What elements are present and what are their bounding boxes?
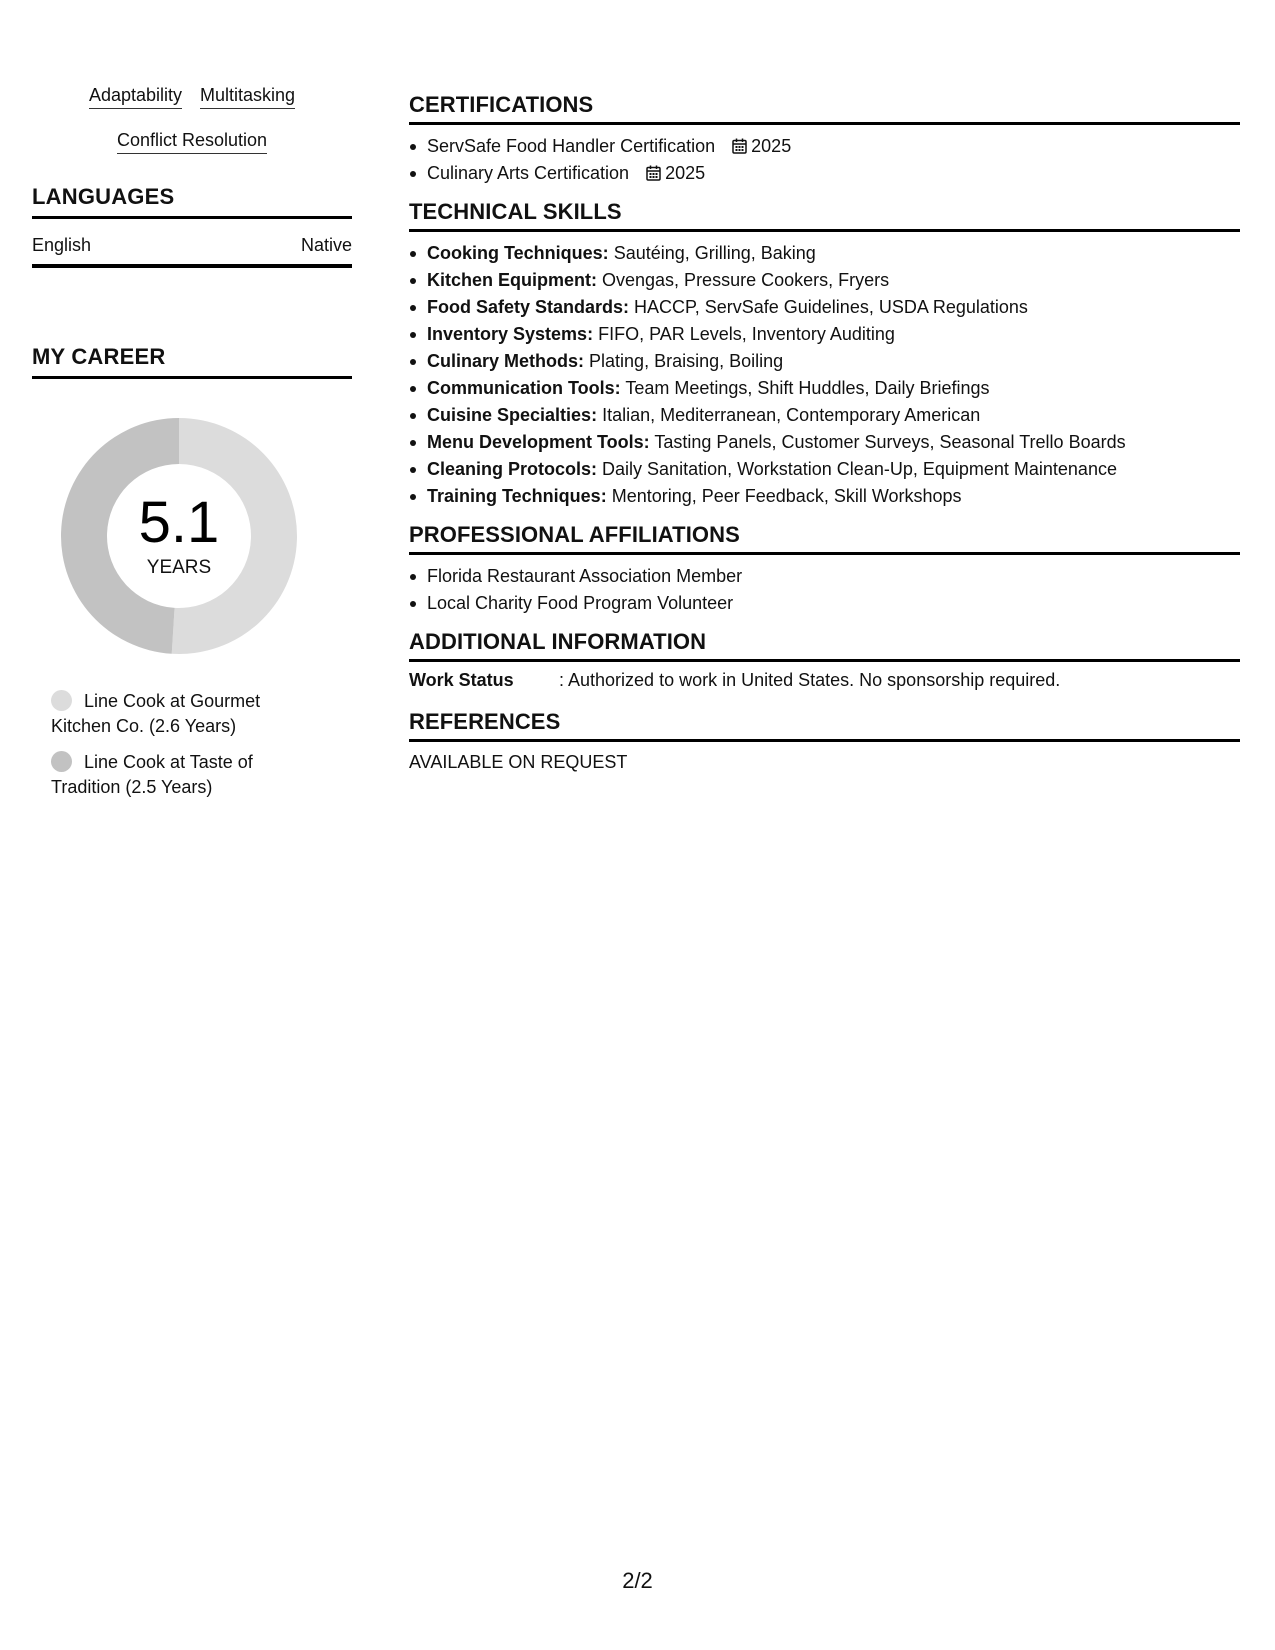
legend-item (51, 750, 291, 800)
donut-total-value: 5.1 (138, 490, 220, 555)
skill-values: Sautéing, Grilling, Baking (613, 243, 816, 263)
certification-name: Culinary Arts Certification (427, 163, 630, 183)
technical-skills-list (409, 240, 1240, 510)
skill-values: Tasting Panels, Customer Surveys, Seasonal Trello Boards (654, 432, 1126, 452)
technical-skill-item (409, 429, 1240, 456)
affiliation-item: Local Charity Food Program Volunteer (409, 590, 1240, 617)
references-section (409, 709, 1240, 773)
right-column (409, 92, 1240, 785)
legend-item (51, 689, 291, 739)
career-heading: MY CAREER (32, 344, 352, 379)
technical-skill-item (409, 483, 1240, 510)
certification-year: 2025 (665, 163, 706, 183)
career-donut-chart (54, 411, 304, 661)
affiliations-section (409, 522, 1240, 617)
additional-info-section (409, 629, 1240, 691)
skill-category: Training Techniques: (427, 486, 607, 506)
skill-category: Cuisine Specialties: (427, 405, 598, 425)
work-status-label: Work Status (409, 670, 514, 690)
language-level: Native (300, 235, 352, 255)
affiliations-heading: PROFESSIONAL AFFILIATIONS (409, 522, 1240, 555)
soft-skills-row-1 (32, 84, 352, 109)
language-row (32, 219, 352, 268)
skill-category: Inventory Systems: (427, 324, 594, 344)
skill-category: Culinary Methods: (427, 351, 585, 371)
skill-category: Kitchen Equipment: (427, 270, 597, 290)
skill-category: Menu Development Tools: (427, 432, 650, 452)
affiliations-list (409, 563, 1240, 617)
donut-unit-label: YEARS (146, 557, 212, 578)
left-column (32, 84, 352, 811)
skill-values: Ovengas, Pressure Cookers, Fryers (602, 270, 890, 290)
skill-category: Communication Tools: (427, 378, 621, 398)
calendar-icon (732, 138, 747, 154)
skill-values: FIFO, PAR Levels, Inventory Auditing (598, 324, 895, 344)
legend-dot (51, 751, 72, 772)
additional-info-heading: ADDITIONAL INFORMATION (409, 629, 1240, 662)
certification-year: 2025 (751, 136, 792, 156)
technical-skill-item (409, 294, 1240, 321)
soft-skill-tag: Adaptability (89, 84, 182, 109)
languages-section (32, 184, 352, 268)
skill-category: Cleaning Protocols: (427, 459, 598, 479)
technical-skill-item (409, 348, 1240, 375)
references-text: AVAILABLE ON REQUEST (409, 752, 628, 772)
career-section (32, 344, 352, 800)
work-status-row (409, 670, 1240, 691)
technical-skill-item (409, 375, 1240, 402)
technical-skill-item (409, 321, 1240, 348)
certifications-section (409, 92, 1240, 187)
legend-dot (51, 690, 72, 711)
skill-values: Daily Sanitation, Workstation Clean-Up, Equipment Maintenance (602, 459, 1117, 479)
technical-skill-item (409, 402, 1240, 429)
certifications-heading: CERTIFICATIONS (409, 92, 1240, 125)
certification-name: ServSafe Food Handler Certification (427, 136, 716, 156)
skill-category: Food Safety Standards: (427, 297, 630, 317)
soft-skills-row-2 (32, 129, 352, 154)
work-status-value: : Authorized to work in United States. No sponsorship required. (559, 670, 1061, 690)
skill-values: Italian, Mediterranean, Contemporary American (602, 405, 981, 425)
language-name: English (32, 235, 92, 255)
certification-item (409, 160, 1240, 187)
references-heading: REFERENCES (409, 709, 1240, 742)
technical-skills-section (409, 199, 1240, 510)
soft-skill-tag: Conflict Resolution (117, 129, 267, 154)
technical-skill-item (409, 267, 1240, 294)
page-number: 2/2 (622, 1568, 653, 1593)
technical-skills-heading: TECHNICAL SKILLS (409, 199, 1240, 232)
donut-center (54, 411, 304, 661)
skill-values: Team Meetings, Shift Huddles, Daily Briefings (625, 378, 990, 398)
soft-skill-tag: Multitasking (200, 84, 295, 109)
technical-skill-item (409, 240, 1240, 267)
technical-skill-item (409, 456, 1240, 483)
career-legend (51, 689, 291, 800)
skill-category: Cooking Techniques: (427, 243, 609, 263)
skill-values: Mentoring, Peer Feedback, Skill Workshops (611, 486, 962, 506)
affiliation-item: Florida Restaurant Association Member (409, 563, 1240, 590)
skill-values: Plating, Braising, Boiling (589, 351, 784, 371)
certification-item (409, 133, 1240, 160)
languages-heading: LANGUAGES (32, 184, 352, 219)
skill-values: HACCP, ServSafe Guidelines, USDA Regulations (634, 297, 1028, 317)
certifications-list (409, 133, 1240, 187)
legend-label: Line Cook at Taste of Tradition (2.5 Years) (51, 752, 253, 797)
calendar-icon (646, 165, 661, 181)
legend-label: Line Cook at Gourmet Kitchen Co. (2.6 Years) (51, 691, 261, 736)
